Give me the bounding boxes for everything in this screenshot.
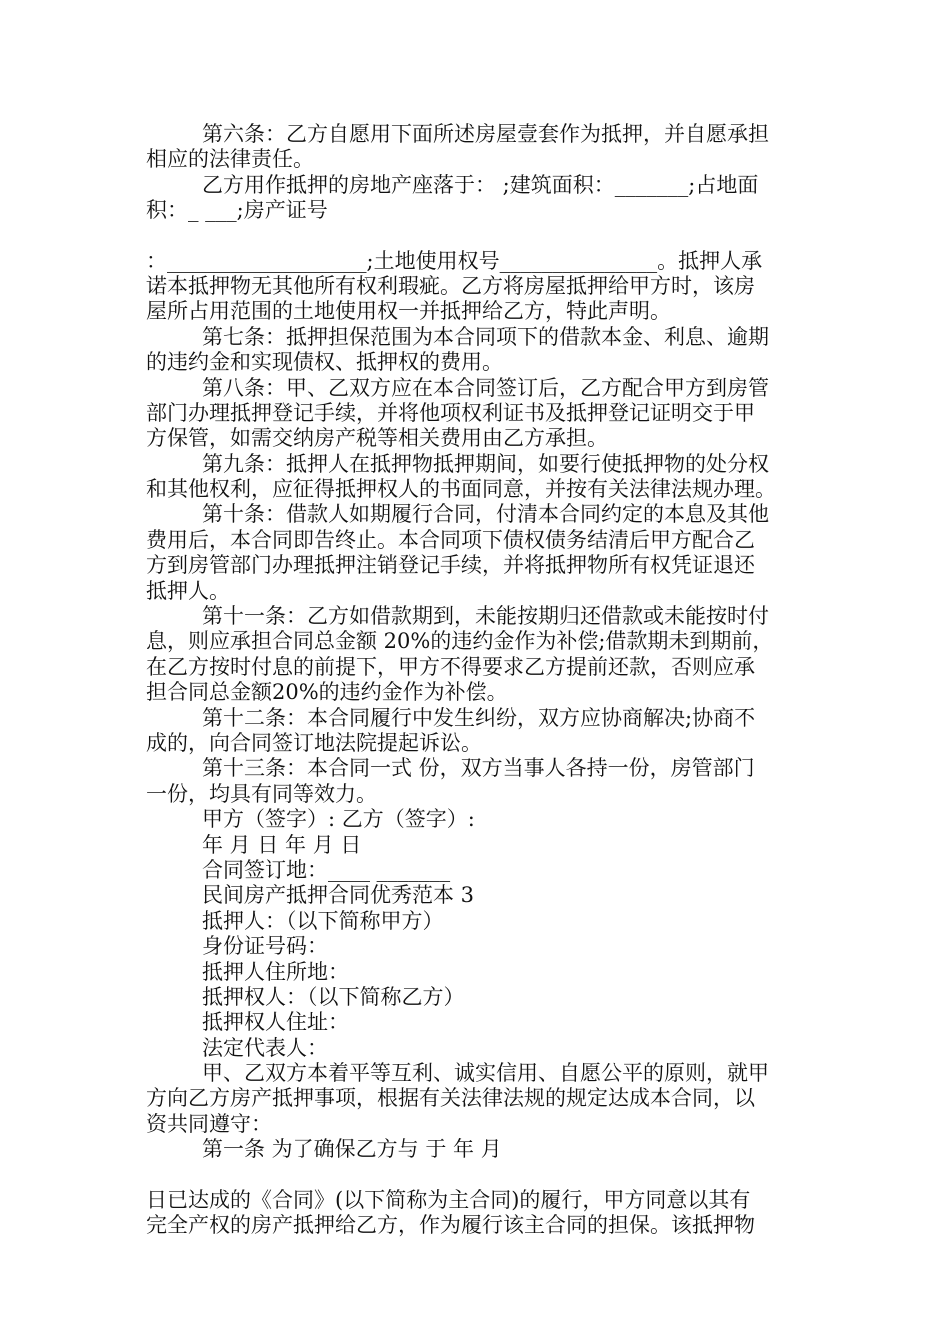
- clause-10-line-4: 抵押人。: [146, 578, 230, 603]
- clause-8-line-2: 部门办理抵押登记手续，并将他项权利证书及抵押登记证明交于甲: [146, 400, 755, 425]
- article-1-line-1: 第一条 为了确保乙方与 于 年 月: [202, 1137, 502, 1162]
- document-page: [146, 122, 806, 1238]
- clause-10-line-1: 第十条：借款人如期履行合同，付清本合同约定的本息及其他: [202, 502, 769, 527]
- mortgagor-address-field: 抵押人住所地：: [202, 959, 349, 984]
- preamble-line-2: 方向乙方房产抵押事项，根据有关法律法规的规定达成本合同，以: [146, 1086, 755, 1111]
- signing-place-line: 合同签订地：____ _______: [202, 857, 451, 882]
- section-title: 民间房产抵押合同优秀范本 3: [202, 883, 475, 908]
- id-number-field: 身份证号码：: [202, 934, 328, 959]
- clause-9-line-2: 和其他权利，应征得抵押权人的书面同意，并按有关法律法规办理。: [146, 477, 776, 502]
- clause-13-line-2: 一份，均具有同等效力。: [146, 781, 377, 806]
- clause-6-line-5: 诺本抵押物无其他所有权利瑕疵。乙方将房屋抵押给甲方时，该房: [146, 273, 755, 298]
- blank-gap: [146, 224, 806, 249]
- article-1-line-3: 完全产权的房产抵押给乙方，作为履行该主合同的担保。该抵押物: [146, 1213, 755, 1238]
- clause-6-line-2: 相应的法律责任。: [146, 147, 314, 172]
- mortgagee-address-field: 抵押权人住址：: [202, 1010, 349, 1035]
- property-location-line: 乙方用作抵押的房地产座落于： ;建筑面积：_______;占地面: [202, 172, 759, 197]
- clause-8-line-3: 方保管，如需交纳房产税等相关费用由乙方承担。: [146, 426, 608, 451]
- mortgagor-field: 抵押人：（以下简称甲方）: [202, 908, 444, 933]
- clause-10-line-2: 费用后，本合同即告终止。本合同项下债权债务结清后甲方配合乙: [146, 527, 755, 552]
- clause-12-line-2: 成的，向合同签订地法院提起诉讼。: [146, 730, 482, 755]
- signature-line: 甲方（签字）: 乙方（签字）:: [202, 807, 475, 832]
- clause-7-line-1: 第七条：抵押担保范围为本合同项下的借款本金、利息、逾期: [202, 324, 769, 349]
- clause-7-line-2: 的违约金和实现债权、抵押权的费用。: [146, 350, 503, 375]
- clause-11-line-2: 息，则应承担合同总金额 20%的违约金作为补偿;借款期未到期前，: [146, 629, 774, 654]
- clause-11-line-3: 在乙方按时付息的前提下，甲方不得要求乙方提前还款，否则应承: [146, 654, 755, 679]
- preamble-line-1: 甲、乙双方本着平等互利、诚实信用、自愿公平的原则，就甲: [202, 1061, 769, 1086]
- clause-10-line-3: 方到房管部门办理抵押注销登记手续，并将抵押物所有权凭证退还: [146, 553, 755, 578]
- clause-12-line-1: 第十二条：本合同履行中发生纠纷，双方应协商解决;协商不: [202, 705, 756, 730]
- clause-6-line-1: 第六条：乙方自愿用下面所述房屋壹套作为抵押，并自愿承担: [202, 122, 769, 146]
- property-area-line: 积：_ ___;房产证号: [146, 198, 328, 223]
- date-line: 年 月 日 年 月 日: [202, 832, 362, 857]
- clause-13-line-1: 第十三条：本合同一式 份，双方当事人各持一份，房管部门: [202, 756, 755, 781]
- clause-6-line-6: 屋所占用范围的土地使用权一并抵押给乙方，特此声明。: [146, 299, 671, 324]
- preamble-line-3: 资共同遵守：: [146, 1111, 272, 1136]
- clause-8-line-1: 第八条：甲、乙双方应在本合同签订后，乙方配合甲方到房管: [202, 375, 769, 400]
- clause-9-line-1: 第九条：抵押人在抵押物抵押期间，如要行使抵押物的处分权: [202, 451, 769, 476]
- property-cert-line: ：___________________;土地使用权号_______________。抵押人承: [146, 248, 763, 273]
- clause-11-line-1: 第十一条：乙方如借款期到，未能按期归还借款或未能按时付: [202, 604, 769, 629]
- legal-representative-field: 法定代表人：: [202, 1035, 328, 1060]
- blank-gap-2: [146, 1163, 806, 1188]
- mortgagee-field: 抵押权人：（以下简称乙方）: [202, 984, 465, 1009]
- clause-11-line-4: 担合同总金额20%的违约金作为补偿。: [146, 680, 508, 705]
- article-1-line-2: 日已达成的《合同》(以下简称为主合同)的履行，甲方同意以其有: [146, 1187, 751, 1212]
